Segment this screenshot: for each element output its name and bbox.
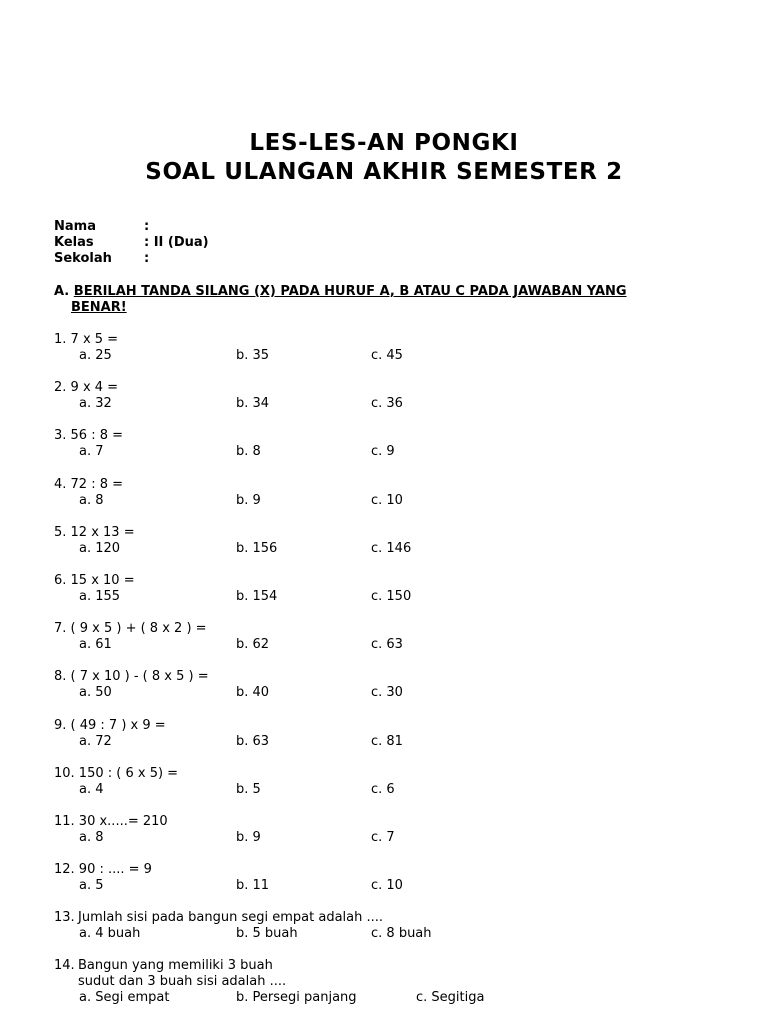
question-text: Jumlah sisi pada bangun segi empat adalah .... xyxy=(78,910,384,925)
question-4 xyxy=(54,477,734,509)
identity-value: : xyxy=(144,251,150,266)
option-b: b. Persegi panjang xyxy=(236,990,357,1005)
option-a: a. Segi empat xyxy=(79,990,170,1005)
option-a: a. 50 xyxy=(79,685,112,700)
question-number: 14. xyxy=(54,958,75,973)
identity-label: Kelas xyxy=(54,235,94,250)
option-a: a. 8 xyxy=(79,493,104,508)
question-text: 12. 90 : .... = 9 xyxy=(54,862,152,877)
question-text: 5. 12 x 13 = xyxy=(54,525,135,540)
option-c: c. 10 xyxy=(371,493,403,508)
option-c: c. 45 xyxy=(371,348,403,363)
question-12 xyxy=(54,862,734,894)
instruction-text-continued: BENAR! xyxy=(71,300,127,315)
question-text: 4. 72 : 8 = xyxy=(54,477,124,492)
page-subtitle: SOAL ULANGAN AKHIR SEMESTER 2 xyxy=(145,159,623,185)
question-text: Bangun yang memiliki 3 buah xyxy=(78,958,273,973)
question-text: 8. ( 7 x 10 ) - ( 8 x 5 ) = xyxy=(54,669,209,684)
option-c: c. 6 xyxy=(371,782,395,797)
option-c: c. 8 buah xyxy=(371,926,432,941)
option-a: a. 72 xyxy=(79,734,112,749)
page-title: LES-LES-AN PONGKI xyxy=(249,130,519,156)
identity-value: : xyxy=(144,219,150,234)
question-text: 11. 30 x.....= 210 xyxy=(54,814,168,829)
option-a: a. 120 xyxy=(79,541,121,556)
question-2 xyxy=(54,380,734,412)
question-7 xyxy=(54,621,734,653)
question-10 xyxy=(54,766,734,798)
option-c: c. Segitiga xyxy=(416,990,485,1005)
option-b: b. 63 xyxy=(236,734,270,749)
question-8 xyxy=(54,669,734,701)
option-b: b. 35 xyxy=(236,348,270,363)
option-b: b. 9 xyxy=(236,493,261,508)
question-6 xyxy=(54,573,734,605)
option-c: c. 30 xyxy=(371,685,403,700)
question-number: 13. xyxy=(54,910,75,925)
option-a: a. 25 xyxy=(79,348,112,363)
option-a: a. 8 xyxy=(79,830,104,845)
question-text: 10. 150 : ( 6 x 5) = xyxy=(54,766,179,781)
option-b: b. 8 xyxy=(236,444,261,459)
option-c: c. 81 xyxy=(371,734,403,749)
option-a: a. 5 xyxy=(79,878,104,893)
option-b: b. 156 xyxy=(236,541,278,556)
option-b: b. 154 xyxy=(236,589,278,604)
option-b: b. 40 xyxy=(236,685,270,700)
identity-label: Sekolah xyxy=(54,251,112,266)
option-b: b. 11 xyxy=(236,878,270,893)
option-c: c. 146 xyxy=(371,541,412,556)
question-11 xyxy=(54,814,734,846)
question-text-continued: sudut dan 3 buah sisi adalah .... xyxy=(78,974,287,989)
option-b: b. 9 xyxy=(236,830,261,845)
question-13 xyxy=(54,910,734,942)
option-b: b. 5 buah xyxy=(236,926,298,941)
option-c: c. 63 xyxy=(371,637,403,652)
question-text: 2. 9 x 4 = xyxy=(54,380,119,395)
question-text: 9. ( 49 : 7 ) x 9 = xyxy=(54,718,166,733)
option-c: c. 150 xyxy=(371,589,412,604)
identity-label: Nama xyxy=(54,219,96,234)
section-instruction xyxy=(54,284,694,316)
option-b: b. 5 xyxy=(236,782,261,797)
option-c: c. 9 xyxy=(371,444,395,459)
option-a: a. 4 xyxy=(79,782,104,797)
question-text: 3. 56 : 8 = xyxy=(54,428,124,443)
question-5 xyxy=(54,525,734,557)
option-b: b. 62 xyxy=(236,637,270,652)
identity-value: : II (Dua) xyxy=(144,235,209,250)
question-14 xyxy=(54,958,734,1006)
option-a: a. 32 xyxy=(79,396,112,411)
instruction-text: BERILAH TANDA SILANG (X) PADA HURUF A, B ATAU C PADA JAWABAN YANG xyxy=(73,284,627,299)
question-1 xyxy=(54,332,734,364)
question-text: 6. 15 x 10 = xyxy=(54,573,135,588)
option-c: c. 7 xyxy=(371,830,395,845)
option-a: a. 155 xyxy=(79,589,121,604)
option-a: a. 4 buah xyxy=(79,926,141,941)
question-9 xyxy=(54,718,734,750)
option-b: b. 34 xyxy=(236,396,270,411)
question-text: 7. ( 9 x 5 ) + ( 8 x 2 ) = xyxy=(54,621,207,636)
option-c: c. 10 xyxy=(371,878,403,893)
section-letter: A. xyxy=(54,284,70,299)
question-3 xyxy=(54,428,734,460)
question-text: 1. 7 x 5 = xyxy=(54,332,119,347)
option-a: a. 7 xyxy=(79,444,104,459)
option-a: a. 61 xyxy=(79,637,112,652)
option-c: c. 36 xyxy=(371,396,403,411)
